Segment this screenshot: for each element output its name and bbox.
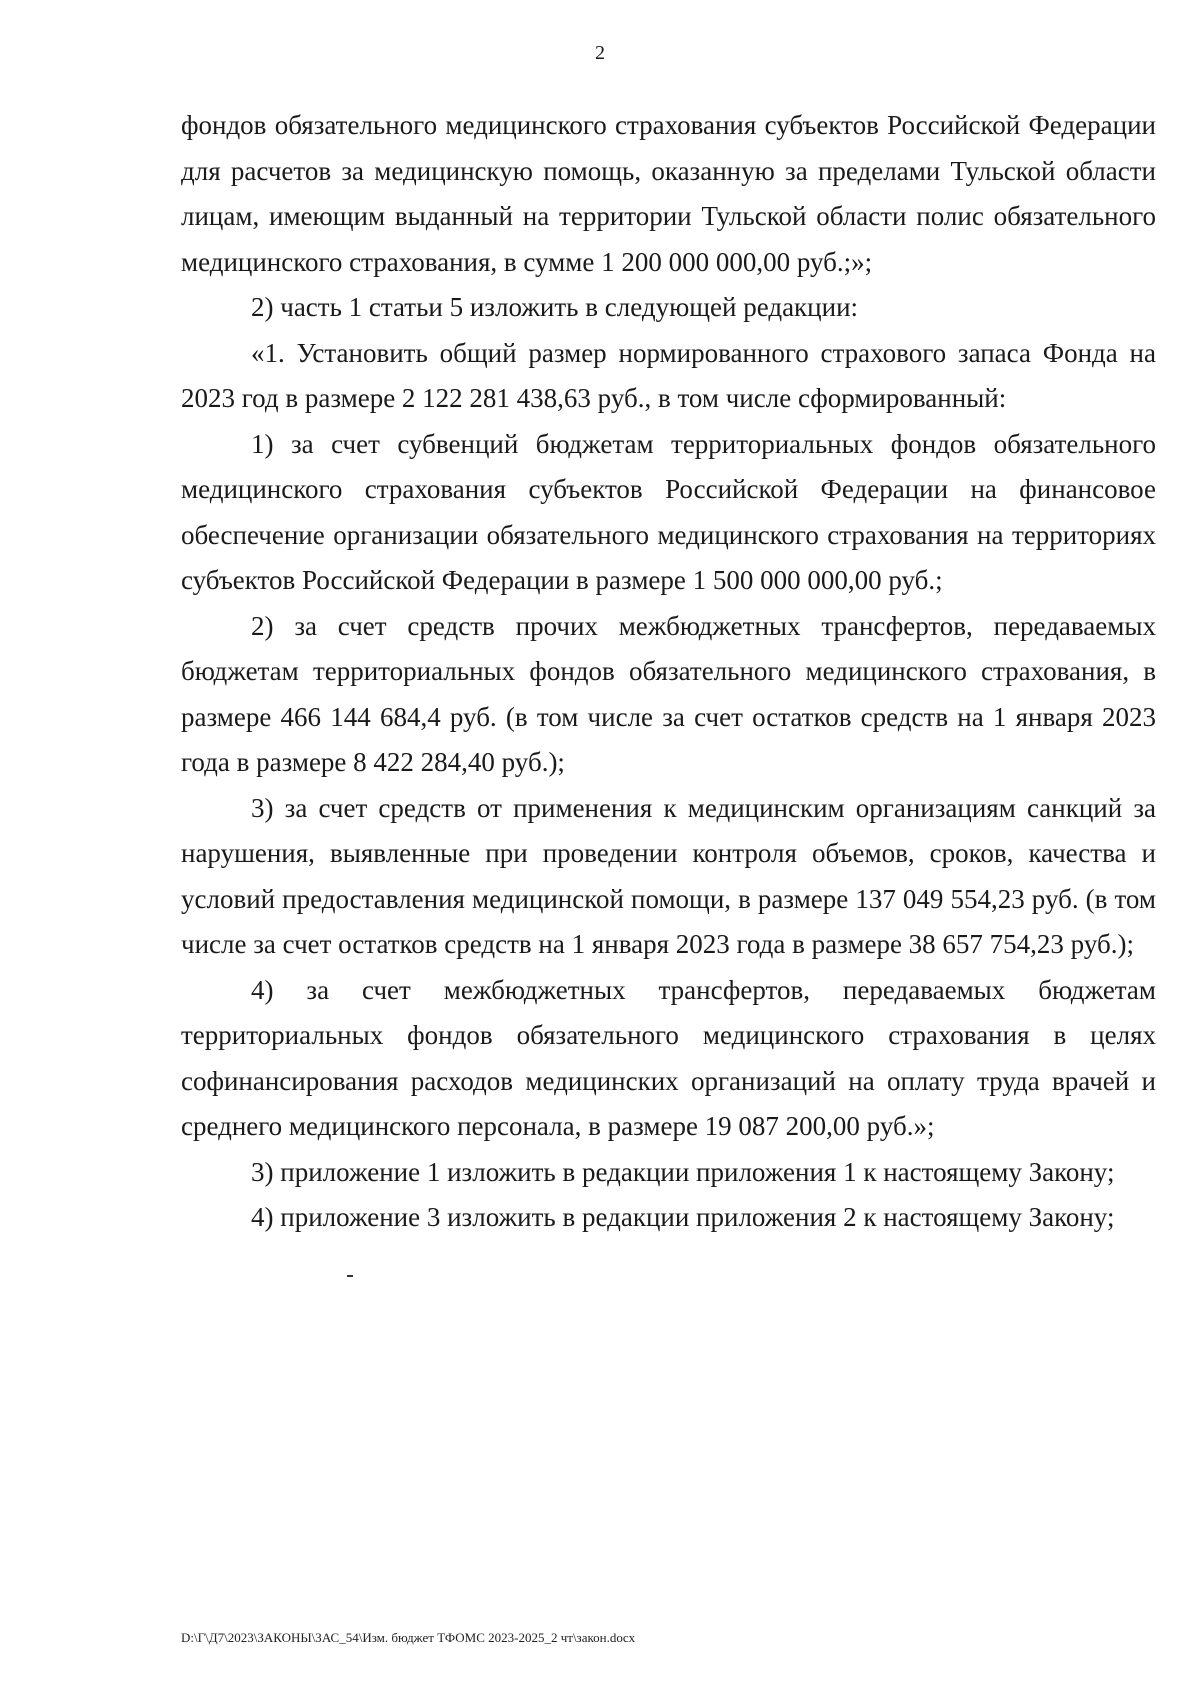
paragraph-item-4: 4) приложение 3 изложить в редакции приложения 2 к настоящему Закону; [251, 1202, 1115, 1232]
paragraph-item-3: 3) приложение 1 изложить в редакции приложения 1 к настоящему Закону; [251, 1156, 1115, 1187]
footer-file-path: D:\Г\Д7\2023\ЗАКОНЫ\ЗАС_54\Изм. бюджет ТФОМС 2023-2025_2 чт\закон.docx [181, 1630, 636, 1645]
scan-speck [347, 1275, 353, 1277]
paragraph-continuation: фондов обязательного медицинского страхования субъектов Российской Федерации для расчетов за медицинскую помощь, оказанную за пределами Тульской области лицам, имеющим выданный на территории Тульской области полис обязательного медицинского страхования, в сумме 1 200 000 000,00 руб.;»; [181, 110, 1156, 277]
paragraph-quoted-part-1: «1. Установить общий размер нормированного страхового запаса Фонда на 2023 год в размере 2 122 281 438,63 руб., в том числе сформированный: [181, 337, 1156, 413]
paragraph-subitem-1: 1) за счет субвенций бюджетам территориальных фондов обязательного медицинского страхования субъектов Российской Федерации на финансовое обеспечение организации обязательного медицинского страхования на территориях субъектов Российской Федерации в размере 1 500 000 000,00 руб.; [181, 428, 1156, 595]
page-number: 2 [595, 42, 605, 64]
paragraph-subitem-3: 3) за счет средств от применения к медицинским организациям санкций за нарушения, выявленные при проведении контроля объемов, сроков, качества и условий предоставления медицинской помощи, в размере 137 049 554,23 руб. (в том числе за счет остатков средств на 1 января 2023 года в размере 38 657 754,23 руб.); [181, 792, 1156, 959]
paragraph-subitem-4: 4) за счет межбюджетных трансфертов, передаваемых бюджетам территориальных фондов обязательного медицинского страхования в целях софинансирования расходов медицинских организаций на оплату труда врачей и среднего медицинского персонала, в размере 19 087 200,00 руб.»; [181, 974, 1156, 1141]
document-body [181, 103, 1156, 1241]
paragraph-subitem-2: 2) за счет средств прочих межбюджетных трансфертов, передаваемых бюджетам территориальных фондов обязательного медицинского страхования, в размере 466 144 684,4 руб. (в том числе за счет остатков средств на 1 января 2023 года в размере 8 422 284,40 руб.); [181, 610, 1156, 777]
paragraph-item-2: 2) часть 1 статьи 5 изложить в следующей редакции: [251, 292, 859, 322]
